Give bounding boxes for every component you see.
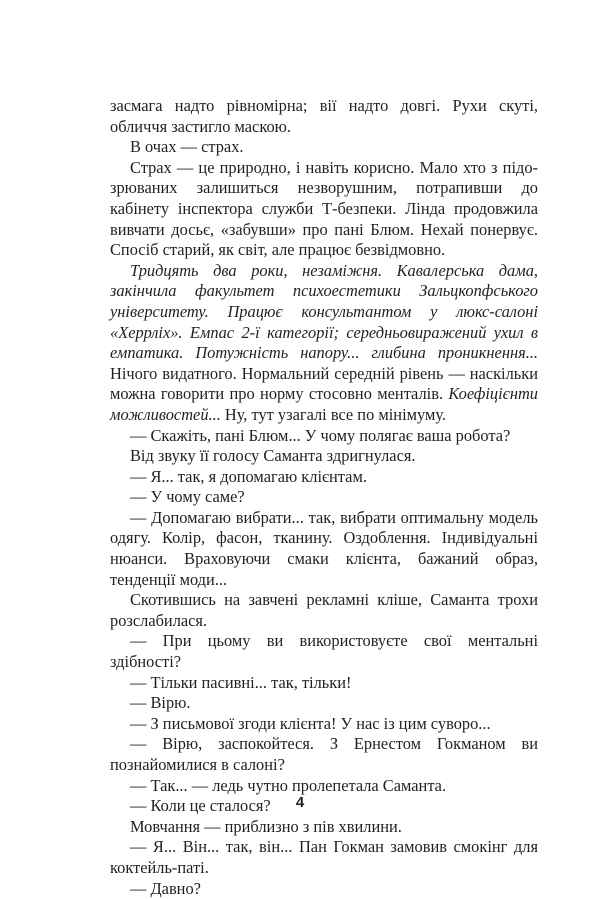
paragraph: Від звуку її голосу Саманта здригнулася. — [130, 446, 416, 466]
paragraph: — Тільки пасивні... так, тільки! — [130, 672, 352, 692]
paragraph: — Я... Він... так, він... Пан Гокман замовив смокінг для коктейль-паті. — [110, 837, 538, 877]
paragraph: — Вірю. — [130, 693, 191, 713]
italic-text: Тридцять два роки, незаміжня. Кавалерська дама, закінчила факультет психоестетики Зальцкопфського університету. Працює консультантом у люкс-салоні «Херрліх». Емпас 2-ї категорії; середньовиражений ухил в емпатика. Потужність напору... глибина проникнення... — [110, 260, 538, 363]
paragraph — [110, 261, 538, 426]
paragraph: засмага надто рівномірна; вії надто довгі. Рухи скуті, обличчя застигло маскою. — [110, 96, 538, 136]
paragraph: — Скажіть, пані Блюм... У чому полягає ваша робота? — [130, 425, 511, 445]
page-number: 4 — [295, 794, 305, 811]
paragraph: Страх — це природно, і навіть корисно. Мало хто з підозрюваних залишиться незворушним, потрапивши до кабінету інспектора служби Т-безпеки. Лінда продовжила вивчати досьє, «забувши» про пані Блюм. Нехай понервує. Спосіб старий, як світ, але працює безвідмовно. — [110, 157, 538, 260]
paragraph: В очах — страх. — [130, 137, 244, 157]
paragraph: — Так... — ледь чутно пролепетала Саманта. — [130, 775, 447, 795]
paragraph: — У чому саме? — [130, 487, 245, 507]
paragraph: — Давно? — [130, 878, 201, 898]
italic-text: Коефіцієнти можливостей... — [110, 384, 538, 424]
text-run: Нічого видатного. Нормальний середній рівень — наскільки можна говорити про норму стосовно менталів. — [110, 363, 538, 404]
paragraph: — З письмової згоди клієнта! У нас із цим суворо... — [130, 713, 491, 733]
paragraph: Мовчання — приблизно з пів хвилини. — [130, 816, 402, 836]
paragraph: — Допомагаю вибрати... так, вибрати оптимальну модель одягу. Колір, фасон, тканину. Оздоблення. Індивідуальні нюанси. Враховуючи смаки клієнта, бажаний образ, тенденції моди... — [110, 507, 538, 589]
text-run: Ну, тут узагалі все по мінімуму. — [220, 404, 446, 424]
paragraph: — Я... так, я допомагаю клієнтам. — [130, 466, 367, 486]
paragraph: — Коли це сталося? — [130, 796, 271, 816]
paragraph: — При цьому ви використовуєте свої ментальні здібності? — [110, 631, 538, 672]
paragraph: — Вірю, заспокойтеся. З Ернестом Гокманом ви познайомилися в салоні? — [110, 734, 538, 774]
paragraph: Скотившись на завчені рекламні кліше, Саманта трохи розслабилася. — [110, 590, 538, 630]
body-text — [110, 96, 538, 899]
